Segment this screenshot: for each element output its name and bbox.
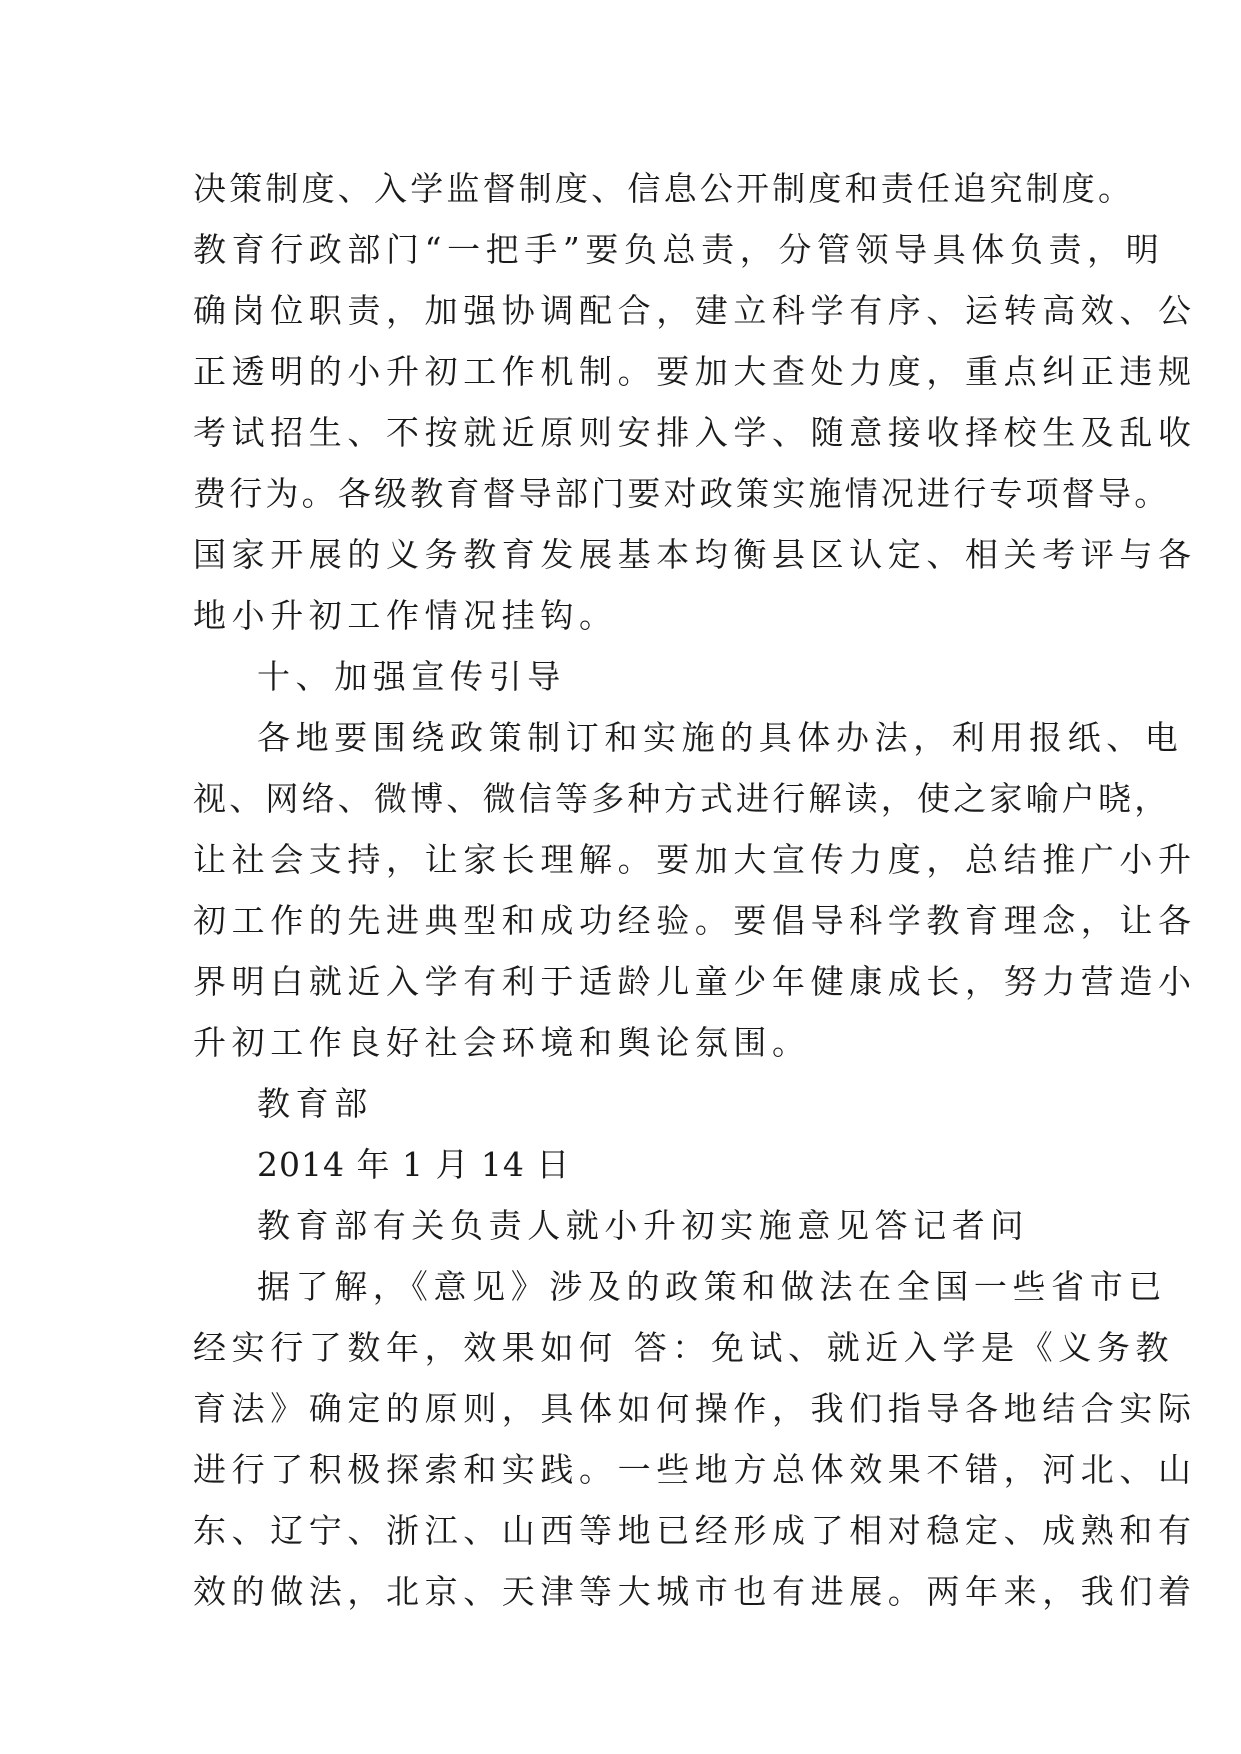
text-line: 初工作的先进典型和成功经验。要倡导科学教育理念，让各 — [193, 901, 1197, 940]
signature-date: 2014 年 1 月 14 日 — [257, 1145, 571, 1184]
document-body — [193, 158, 1197, 1622]
article-title: 教育部有关负责人就小升初实施意见答记者问 — [257, 1206, 1029, 1245]
text-line: 让社会支持，让家长理解。要加大宣传力度，总结推广小升 — [193, 840, 1197, 879]
text-line: 经实行了数年，效果如何 答：免试、就近入学是《义务教 — [193, 1328, 1175, 1367]
signature-org: 教育部 — [257, 1084, 373, 1123]
text-line: 界明白就近入学有利于适龄儿童少年健康成长，努力营造小 — [193, 962, 1197, 1001]
text-line: 据了解，《意见》涉及的政策和做法在全国一些省市已 — [257, 1267, 1167, 1306]
text-line: 东、辽宁、浙江、山西等地已经形成了相对稳定、成熟和有 — [193, 1511, 1197, 1550]
text-line: 国家开展的义务教育发展基本均衡县区认定、相关考评与各 — [193, 535, 1197, 574]
text-line: 考试招生、不按就近原则安排入学、随意接收择校生及乱收 — [193, 413, 1197, 452]
text-line: 教育行政部门“一把手”要负总责，分管领导具体负责，明 — [193, 230, 1165, 269]
text-line: 确岗位职责，加强协调配合，建立科学有序、运转高效、公 — [193, 291, 1197, 330]
text-line: 进行了积极探索和实践。一些地方总体效果不错，河北、山 — [193, 1450, 1197, 1489]
text-line: 决策制度、入学监督制度、信息公开制度和责任追究制度。 — [193, 169, 1135, 208]
section-heading: 十、加强宣传引导 — [257, 657, 566, 696]
text-line: 地小升初工作情况挂钩。 — [193, 596, 618, 635]
text-line: 正透明的小升初工作机制。要加大查处力度，重点纠正违规 — [193, 352, 1197, 391]
text-line: 升初工作良好社会环境和舆论氛围。 — [193, 1023, 811, 1062]
text-line: 视、网络、微博、微信等多种方式进行解读，使之家喻户晓， — [193, 779, 1171, 818]
text-line: 费行为。各级教育督导部门要对政策实施情况进行专项督导。 — [193, 474, 1171, 513]
text-line: 各地要围绕政策制订和实施的具体办法，利用报纸、电 — [257, 718, 1184, 757]
text-line: 育法》确定的原则，具体如何操作，我们指导各地结合实际 — [193, 1389, 1197, 1428]
text-line: 效的做法，北京、天津等大城市也有进展。两年来，我们着 — [193, 1572, 1197, 1611]
